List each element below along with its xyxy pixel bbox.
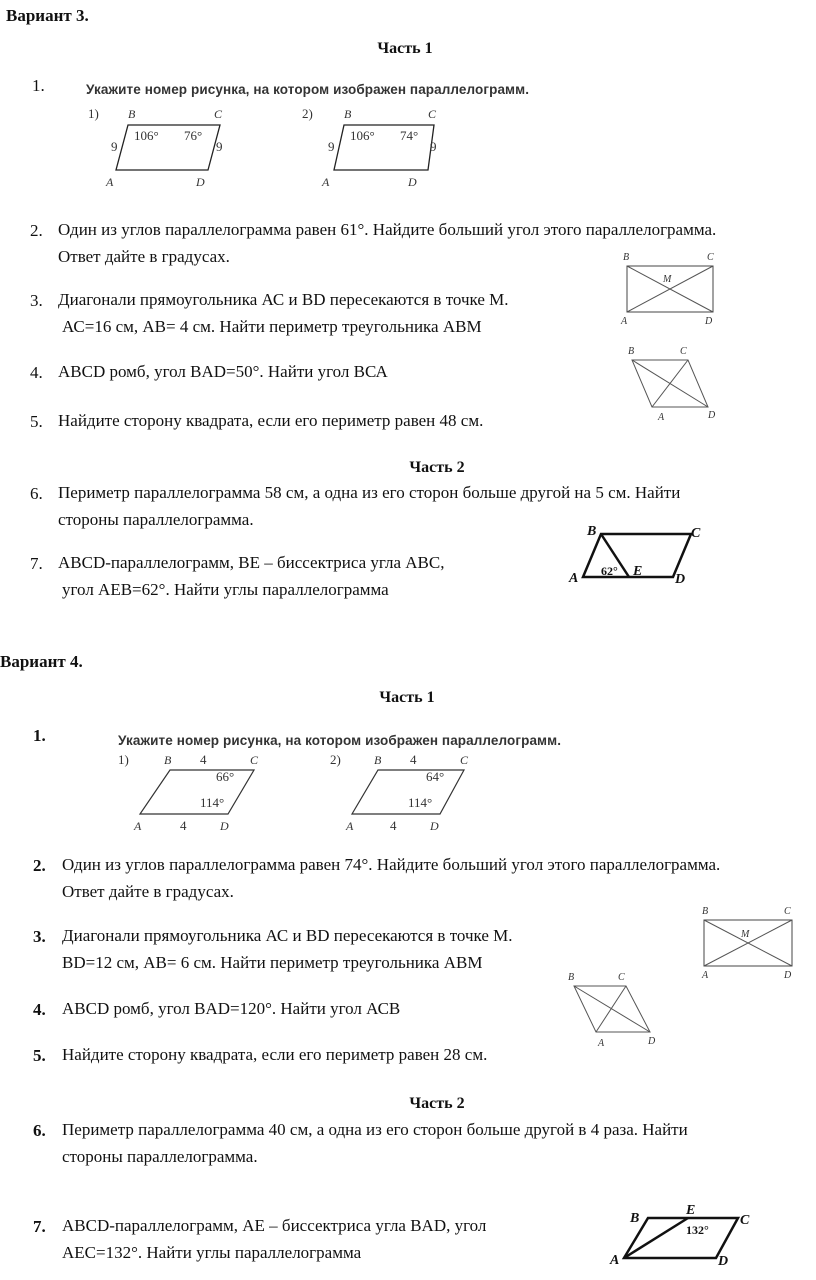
- point-label-E: E: [633, 564, 643, 579]
- v3-q2-line1: Один из углов параллелограмма равен 61°. Найдите больший угол этого параллелограмма.: [58, 220, 717, 239]
- v3-q1-number: 1.: [32, 76, 45, 95]
- variant-3-title: Вариант 3.: [6, 6, 89, 25]
- parallelogram-shape: [624, 1218, 738, 1258]
- v4-q1-figure-2: [330, 752, 469, 833]
- v3-fig1-number: 1): [88, 106, 99, 121]
- v4-q3-line2: BD=12 см, АВ= 6 см. Найти периметр треугольника АВМ: [62, 953, 483, 972]
- v3-q5-text: Найдите сторону квадрата, если его периметр равен 48 см.: [58, 411, 484, 430]
- v4-q6-number: 6.: [33, 1121, 46, 1140]
- diagonal-line: [652, 360, 688, 407]
- vertex-label-D: D: [784, 970, 792, 981]
- vertex-label-C: C: [460, 753, 469, 767]
- diagonal-line: [596, 986, 626, 1032]
- vertex-label-B: B: [587, 524, 597, 539]
- v3-fig2-number: 2): [302, 106, 313, 121]
- point-label-M: M: [663, 274, 672, 285]
- v4-q5-text: Найдите сторону квадрата, если его периметр равен 28 см.: [62, 1045, 488, 1064]
- v4-q2-line2: Ответ дайте в градусах.: [62, 882, 234, 901]
- side-label: 4: [180, 818, 187, 833]
- side-label: 9: [216, 139, 223, 154]
- v3-part1-heading: Часть 1: [377, 40, 433, 57]
- v4-q4-text: ABCD ромб, угол BAD=120°. Найти угол АСВ: [62, 999, 401, 1018]
- v4-rectangle-figure: [694, 900, 804, 984]
- v4-q1-instruction: Укажите номер рисунка, на котором изображен параллелограмм.: [118, 733, 562, 748]
- v3-q1-figure-2: [302, 106, 437, 189]
- angle-label: 106°: [134, 128, 159, 143]
- v3-part2-heading: Часть 2: [409, 459, 465, 476]
- vertex-label-A: A: [106, 175, 114, 189]
- v4-part2-heading: Часть 2: [409, 1095, 465, 1112]
- v4-q2-number: 2.: [33, 856, 46, 875]
- v3-q3-number: 3.: [30, 291, 43, 310]
- v4-q7-line2: AEC=132°. Найти углы параллелограмма: [62, 1243, 362, 1262]
- side-label: 4: [410, 752, 417, 767]
- angle-label: 62°: [601, 564, 618, 578]
- v4-q2-text: [62, 851, 814, 905]
- v4-bisector-figure: [600, 1196, 770, 1276]
- vertex-label-B: B: [568, 972, 575, 983]
- vertex-label-C: C: [784, 906, 791, 917]
- vertex-label-B: B: [374, 753, 382, 767]
- side-label: 9: [430, 139, 437, 154]
- vertex-label-A: A: [658, 412, 665, 423]
- vertex-label-D: D: [718, 1254, 729, 1269]
- v4-q3-number: 3.: [33, 927, 46, 946]
- v3-q3-line1: Диагонали прямоугольника АС и ВD пересекаются в точке М.: [58, 290, 509, 309]
- vertex-label-A: A: [569, 571, 579, 586]
- v3-q3-text: [58, 286, 598, 340]
- vertex-label-C: C: [707, 252, 714, 263]
- angle-label: 74°: [400, 128, 419, 143]
- vertex-label-D: D: [648, 1036, 656, 1047]
- v3-q2-number: 2.: [30, 221, 43, 240]
- angle-label: 114°: [200, 795, 225, 810]
- side-label: 9: [328, 139, 335, 154]
- vertex-label-D: D: [708, 410, 716, 421]
- vertex-label-D: D: [430, 819, 439, 833]
- v3-q5-number: 5.: [30, 412, 43, 431]
- vertex-label-B: B: [164, 753, 172, 767]
- v3-q7-text: [58, 549, 538, 603]
- vertex-label-D: D: [675, 572, 686, 587]
- vertex-label-C: C: [680, 346, 687, 357]
- vertex-label-C: C: [618, 972, 625, 983]
- vertex-label-B: B: [628, 346, 635, 357]
- v4-rhombus-figure: [562, 966, 672, 1050]
- point-label-E: E: [686, 1203, 696, 1218]
- v3-q2-line2: Ответ дайте в градусах.: [58, 247, 230, 266]
- vertex-label-A: A: [621, 316, 628, 327]
- v3-q7-line1: ABCD-параллелограмм, BE – биссектриса угла ABC,: [58, 553, 445, 572]
- v3-rectangle-figure: [615, 248, 725, 330]
- v3-q7-line2: угол AEB=62°. Найти углы параллелограмма: [62, 580, 389, 599]
- v4-q5-number: 5.: [33, 1046, 46, 1065]
- v4-q7-text: [62, 1212, 562, 1266]
- vertex-label-A: A: [346, 819, 354, 833]
- vertex-label-A: A: [134, 819, 142, 833]
- vertex-label-B: B: [344, 107, 352, 121]
- v3-fig1-shape: [116, 125, 220, 170]
- vertex-label-B: B: [128, 107, 136, 121]
- vertex-label-B: B: [630, 1211, 640, 1226]
- v4-q6-text: [62, 1116, 814, 1170]
- v4-fig1-shape: [140, 770, 254, 814]
- v3-q1-instruction: Укажите номер рисунка, на котором изображен параллелограмм.: [86, 82, 530, 97]
- side-label: 9: [111, 139, 118, 154]
- vertex-label-D: D: [220, 819, 229, 833]
- vertex-label-D: D: [408, 175, 417, 189]
- v3-q6-number: 6.: [30, 484, 43, 503]
- v4-q1-number: 1.: [33, 726, 46, 745]
- v3-q7-number: 7.: [30, 554, 43, 573]
- v4-fig1-number: 1): [118, 752, 129, 767]
- v4-q7-number: 7.: [33, 1217, 46, 1236]
- v3-q4-text: ABCD ромб, угол BAD=50°. Найти угол ВСА: [58, 362, 388, 381]
- v4-q7-line1: ABCD-параллелограмм, AE – биссектриса угла BAD, угол: [62, 1216, 487, 1235]
- v3-q1-figures: [80, 100, 460, 195]
- vertex-label-B: B: [702, 906, 709, 917]
- v3-q4-number: 4.: [30, 363, 43, 382]
- vertex-label-C: C: [691, 526, 701, 541]
- v4-q3-text: [62, 922, 602, 976]
- vertex-label-C: C: [428, 107, 437, 121]
- v4-q2-line1: Один из углов параллелограмма равен 74°. Найдите больший угол этого параллелограмма.: [62, 855, 721, 874]
- angle-label: 132°: [686, 1223, 709, 1237]
- v3-q1-figure-1: [88, 106, 223, 189]
- v4-fig2-number: 2): [330, 752, 341, 767]
- angle-label: 114°: [408, 795, 433, 810]
- vertex-label-D: D: [705, 316, 713, 327]
- v3-q6-line1: Периметр параллелограмма 58 см, а одна из его сторон больше другой на 5 см. Найти: [58, 483, 681, 502]
- angle-label: 76°: [184, 128, 203, 143]
- side-label: 4: [390, 818, 397, 833]
- v4-q1-figure-1: [118, 752, 259, 833]
- v3-fig2-shape: [334, 125, 434, 170]
- vertex-label-C: C: [740, 1213, 750, 1228]
- v3-q3-line2: АС=16 см, АВ= 4 см. Найти периметр треугольника АВМ: [62, 317, 482, 336]
- v4-q4-number: 4.: [33, 1000, 46, 1019]
- v4-q1-figures: [112, 748, 492, 838]
- angle-label: 106°: [350, 128, 375, 143]
- angle-label: 66°: [216, 769, 235, 784]
- v3-rhombus-figure: [618, 340, 728, 425]
- vertex-label-A: A: [702, 970, 709, 981]
- v4-part1-heading: Часть 1: [379, 689, 435, 706]
- vertex-label-C: C: [250, 753, 259, 767]
- v3-bisector-figure: [565, 520, 715, 590]
- v4-q6-line2: стороны параллелограмма.: [62, 1147, 258, 1166]
- vertex-label-A: A: [598, 1038, 605, 1049]
- variant-4-title: Вариант 4.: [0, 652, 83, 671]
- vertex-label-B: B: [623, 252, 630, 263]
- vertex-label-D: D: [196, 175, 205, 189]
- vertex-label-A: A: [610, 1253, 620, 1268]
- v3-q6-line2: стороны параллелограмма.: [58, 510, 254, 529]
- vertex-label-C: C: [214, 107, 223, 121]
- angle-label: 64°: [426, 769, 445, 784]
- point-label-M: M: [741, 929, 750, 940]
- v4-q6-line1: Периметр параллелограмма 40 см, а одна из его сторон больше другой в 4 раза. Найти: [62, 1120, 688, 1139]
- side-label: 4: [200, 752, 207, 767]
- v4-q3-line1: Диагонали прямоугольника АС и ВD пересекаются в точке М.: [62, 926, 513, 945]
- vertex-label-A: A: [322, 175, 330, 189]
